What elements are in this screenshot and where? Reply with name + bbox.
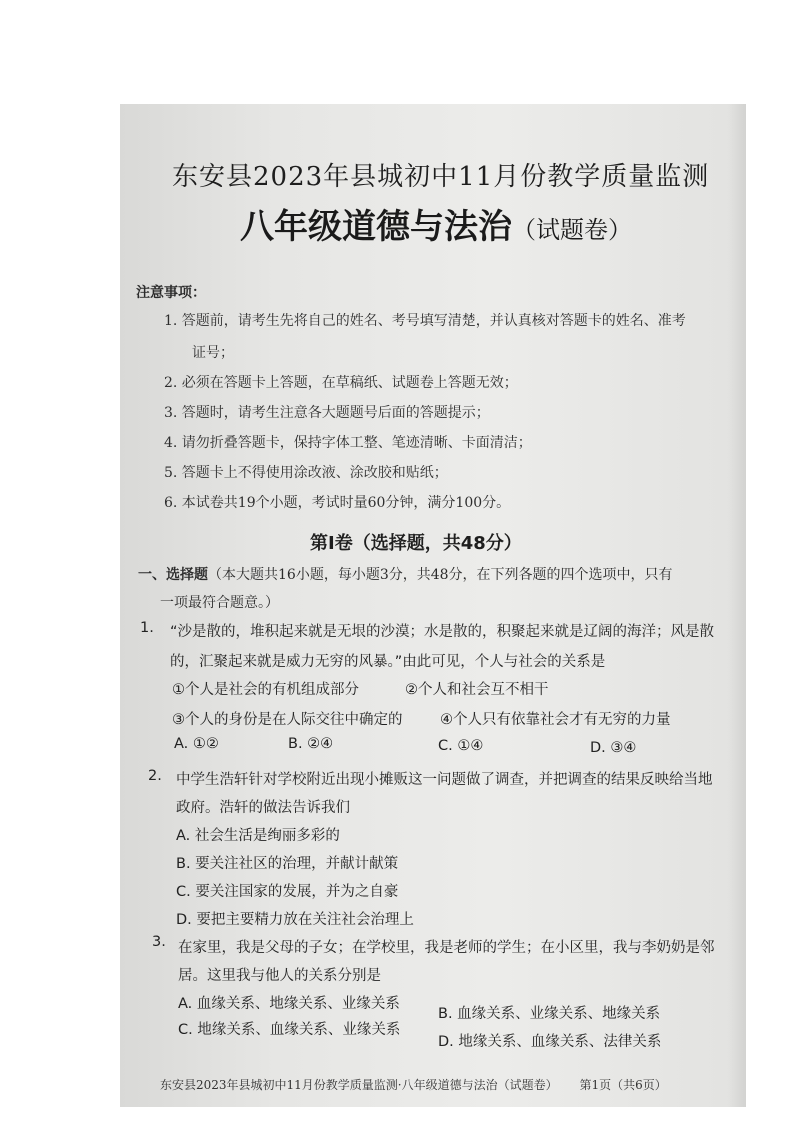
q1-option-d: D. ③④ (590, 740, 637, 756)
footer-page-number: 第1页（共6页） (579, 1078, 667, 1092)
q1-stem-line2: 的，汇聚起来就是威力无穷的风暴。”由此可见，个人与社会的关系是 (170, 654, 606, 670)
exam-title-line1: 东安县2023年县城初中11月份教学质量监测 (172, 162, 710, 192)
part-heading (138, 564, 673, 584)
exam-title-main (240, 199, 632, 248)
notice-item-1: 1. 答题前，请考生先将自己的姓名、考号填写清楚，并认真核对答题卡的姓名、准考 (164, 313, 686, 329)
notice-heading: 注意事项： (136, 285, 206, 301)
q1-number: 1. (140, 620, 154, 636)
notice-item-5: 5. 答题卡上不得使用涂改液、涂改胶和贴纸； (164, 465, 448, 481)
q2-option-a: A. 社会生活是绚丽多彩的 (176, 828, 340, 844)
q2-number: 2. (148, 768, 162, 784)
notice-item-4: 4. 请勿折叠答题卡，保持字体工整、笔迹清晰、卡面清洁； (164, 435, 532, 451)
q1-option-c: C. ①④ (438, 738, 484, 754)
q2-stem-line2: 政府。浩轩的做法告诉我们 (176, 800, 350, 816)
exam-paper (120, 104, 746, 1107)
page-footer (160, 1076, 667, 1093)
q3-option-a: A. 血缘关系、地缘关系、业缘关系 (178, 996, 400, 1012)
q3-option-d: D. 地缘关系、血缘关系、法律关系 (438, 1034, 662, 1050)
q2-option-c: C. 要关注国家的发展，并为之自豪 (176, 884, 399, 900)
q1-statement-1: ①个人是社会的有机组成部分 (172, 682, 359, 698)
q2-stem-line1: 中学生浩轩针对学校附近出现小摊贩这一问题做了调查，并把调查的结果反映给当地 (176, 772, 713, 788)
q1-statement-4: ④个人只有依靠社会才有无穷的力量 (440, 712, 671, 728)
q3-number: 3. (152, 934, 166, 950)
q3-option-c: C. 地缘关系、血缘关系、业缘关系 (178, 1022, 401, 1038)
notice-item-6: 6. 本试卷共19个小题，考试时量60分钟，满分100分。 (164, 495, 511, 511)
paper-edge-shadow (728, 104, 746, 1107)
notice-item-3: 3. 答题时，请考生注意各大题题号后面的答题提示； (164, 405, 490, 421)
q2-option-b: B. 要关注社区的治理，并献计献策 (176, 856, 399, 872)
q2-option-d: D. 要把主要精力放在关注社会治理上 (176, 912, 414, 928)
q1-statement-2: ②个人和社会互不相干 (405, 682, 549, 698)
part-description: （本大题共16小题，每小题3分，共48分，在下列各题的四个选项中，只有 (208, 567, 673, 583)
notice-item-1-cont: 证号； (192, 345, 234, 361)
exam-paper-type: （试题卷） (512, 216, 632, 244)
q1-stem-line1: “沙是散的，堆积起来就是无垠的沙漠；水是散的，积聚起来就是辽阔的海洋；风是散 (170, 624, 715, 640)
part-description-cont: 一项最符合题意。） (160, 595, 279, 611)
notice-item-2: 2. 必须在答题卡上答题，在草稿纸、试题卷上答题无效； (164, 375, 518, 391)
q3-stem-line1: 在家里，我是父母的子女；在学校里，我是老师的学生；在小区里，我与李奶奶是邻 (178, 940, 715, 956)
exam-subject: 八年级道德与法治 (240, 207, 512, 247)
section-title: 第Ⅰ卷（选择题，共48分） (310, 533, 522, 554)
q1-statement-3: ③个人的身份是在人际交往中确定的 (172, 712, 403, 728)
q1-option-a: A. ①② (174, 736, 219, 752)
footer-exam-name: 东安县2023年县城初中11月份教学质量监测·八年级道德与法治（试题卷） (160, 1078, 558, 1092)
q1-option-b: B. ②④ (288, 736, 334, 752)
q3-stem-line2: 居。这里我与他人的关系分别是 (178, 968, 381, 984)
q3-option-b: B. 血缘关系、业缘关系、地缘关系 (438, 1006, 661, 1022)
part-label: 一、选择题 (138, 567, 208, 583)
